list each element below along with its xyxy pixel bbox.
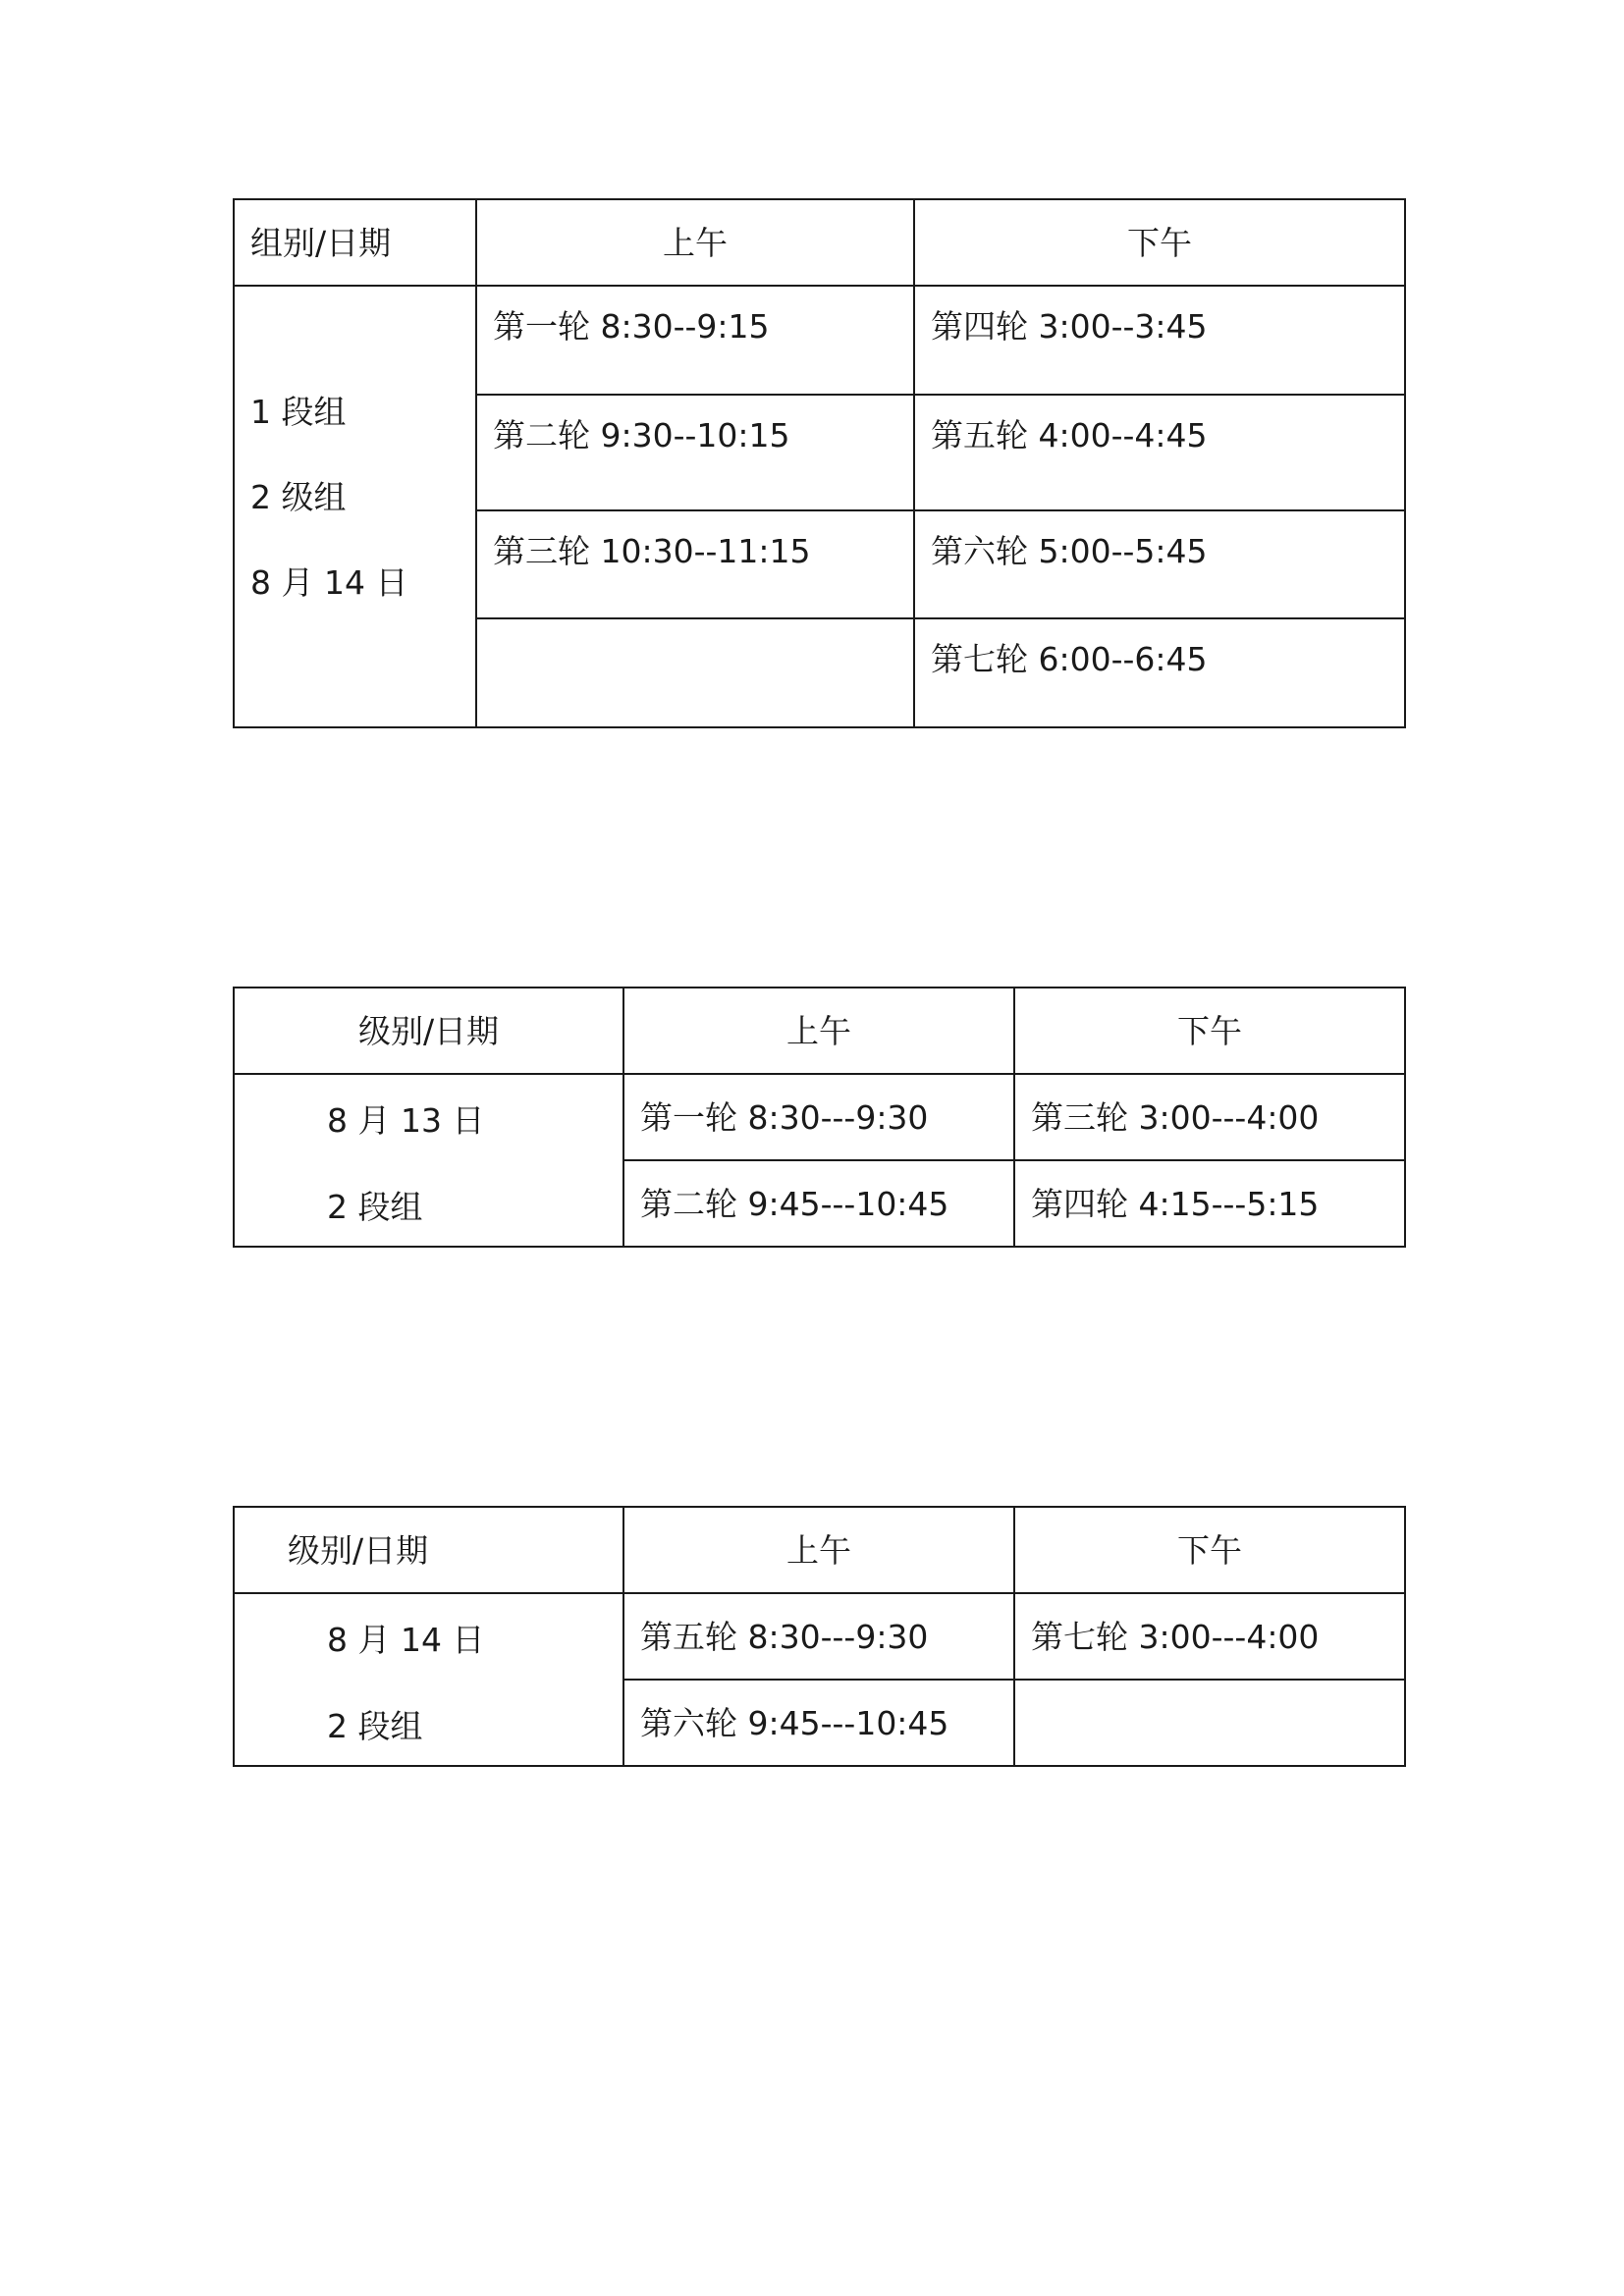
afternoon-round-cell: 第三轮 3:00---4:00 xyxy=(1014,1074,1405,1160)
header-afternoon: 下午 xyxy=(1014,1507,1405,1593)
morning-round-cell xyxy=(476,618,914,727)
table-header-row xyxy=(234,1507,1405,1593)
table-row xyxy=(234,1074,1405,1160)
morning-round-cell: 第一轮 8:30---9:30 xyxy=(623,1074,1014,1160)
morning-round-cell: 第一轮 8:30--9:15 xyxy=(476,286,914,395)
group-date-cell xyxy=(234,286,476,727)
table-header-row xyxy=(234,988,1405,1074)
morning-round-cell: 第六轮 9:45---10:45 xyxy=(623,1680,1014,1766)
schedule-table-1 xyxy=(233,198,1406,728)
group-date-cell xyxy=(234,1593,623,1766)
group-line: 8 月 14 日 xyxy=(250,562,408,602)
afternoon-round-cell: 第五轮 4:00--4:45 xyxy=(914,395,1405,510)
header-level-date: 级别/日期 xyxy=(234,1507,623,1593)
afternoon-round-cell: 第六轮 5:00--5:45 xyxy=(914,510,1405,618)
table-header-row xyxy=(234,199,1405,286)
morning-round-cell: 第二轮 9:45---10:45 xyxy=(623,1160,1014,1247)
header-afternoon: 下午 xyxy=(1014,988,1405,1074)
schedule-table-3 xyxy=(233,1506,1406,1767)
group-line: 1 段组 xyxy=(250,392,347,431)
header-morning: 上午 xyxy=(476,199,914,286)
group-line: 8 月 13 日 xyxy=(327,1101,485,1140)
group-line: 2 段组 xyxy=(327,1188,423,1226)
table-row xyxy=(234,286,1405,395)
header-morning: 上午 xyxy=(623,1507,1014,1593)
afternoon-round-cell: 第七轮 3:00---4:00 xyxy=(1014,1593,1405,1680)
group-line: 8 月 14 日 xyxy=(327,1621,485,1659)
group-line: 2 级组 xyxy=(250,477,347,516)
table-row xyxy=(234,1593,1405,1680)
morning-round-cell: 第二轮 9:30--10:15 xyxy=(476,395,914,510)
header-level-date: 级别/日期 xyxy=(234,988,623,1074)
header-morning: 上午 xyxy=(623,988,1014,1074)
schedule-table-2 xyxy=(233,987,1406,1248)
group-line: 2 段组 xyxy=(327,1707,423,1745)
afternoon-round-cell: 第四轮 3:00--3:45 xyxy=(914,286,1405,395)
afternoon-round-cell: 第七轮 6:00--6:45 xyxy=(914,618,1405,727)
morning-round-cell: 第五轮 8:30---9:30 xyxy=(623,1593,1014,1680)
morning-round-cell: 第三轮 10:30--11:15 xyxy=(476,510,914,618)
afternoon-round-cell: 第四轮 4:15---5:15 xyxy=(1014,1160,1405,1247)
afternoon-round-cell xyxy=(1014,1680,1405,1766)
header-group-date: 组别/日期 xyxy=(234,199,476,286)
header-afternoon: 下午 xyxy=(914,199,1405,286)
group-date-cell xyxy=(234,1074,623,1247)
